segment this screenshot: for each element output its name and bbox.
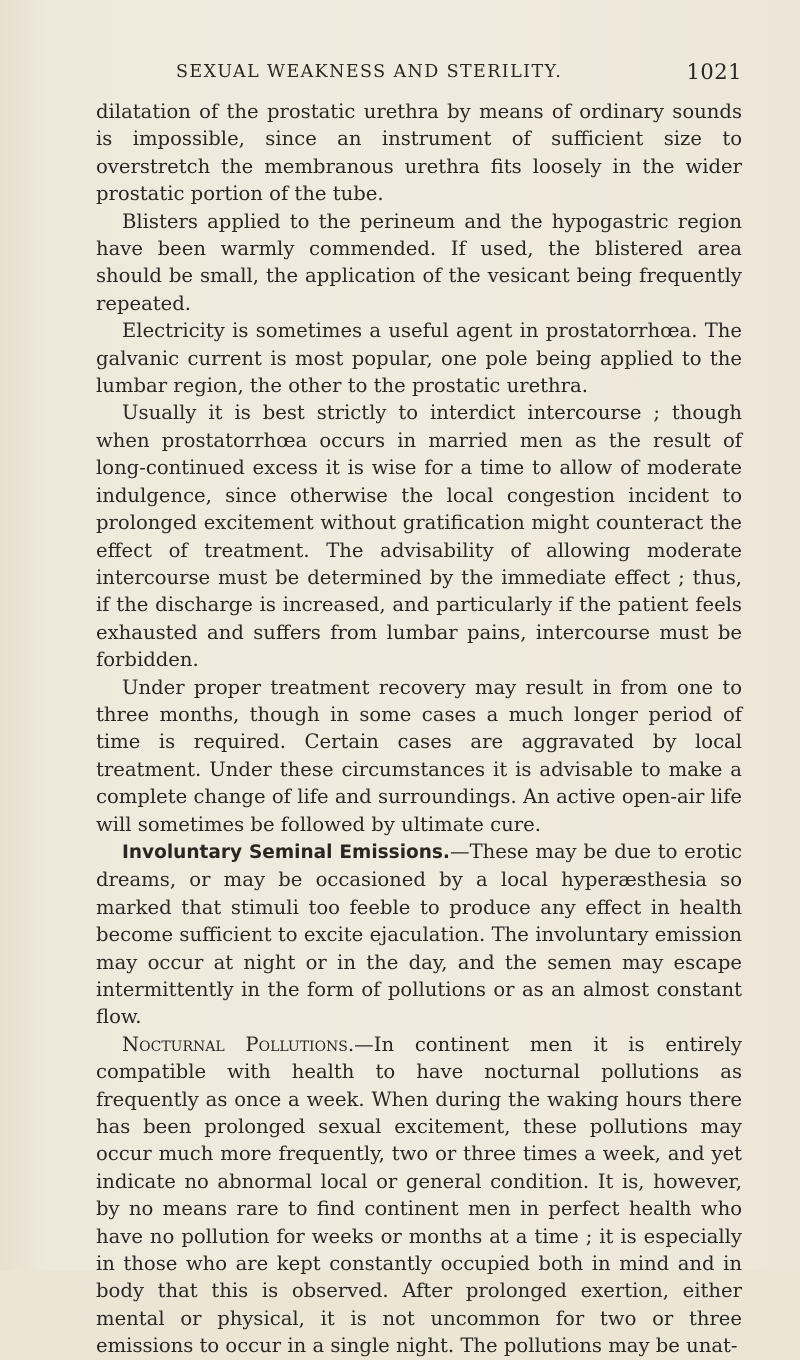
paragraph-recovery: Under proper treatment recovery may result in from one to three months, though in some cases a much longer period of time is required. Certain cases are aggravated by local treatment. Under these circumstances it is advisable to make a complete change of life and surroundings. An active open-air life will sometimes be followed by ultimate cure. xyxy=(96,675,742,836)
body-text xyxy=(96,98,742,1360)
paragraph-involuntary-emissions: Involuntary Seminal Emissions.—These may be due to erotic dreams, or may be occasioned by a local hyperæsthesia so marked that stimuli too feeble to produce any effect in health become sufficient to excite ejaculation. The involuntary emission may occur at night or in the day, and the semen may escape intermittently in the form of pollutions or as an almost constant flow. xyxy=(96,839,742,1029)
running-title: SEXUAL WEAKNESS AND STERILITY. xyxy=(176,62,563,82)
section-heading: Involuntary Seminal Emissions. xyxy=(122,841,450,863)
subsection-heading: Nocturnal Pollutions. xyxy=(122,1032,355,1056)
paragraph-electricity: Electricity is sometimes a useful agent in prostatorrhœa. The galvanic current is most popular, one pole being applied to the lumbar region, the other to the prostatic urethra. xyxy=(96,319,742,398)
paragraph-continued: dilatation of the prostatic urethra by means of ordinary sounds is impossible, since an instrument of sufficient size to overstretch the membranous urethra fits loosely in the wider prostatic portion of the tube. xyxy=(96,100,742,206)
page-number: 1021 xyxy=(686,60,742,84)
paragraph-nocturnal-pollutions: Nocturnal Pollutions.—In continent men it is entirely compatible with health to have nocturnal pollutions as frequently as once a week. When during the waking hours there has been prolonged sexual excitement, these pollutions may occur much more frequently, two or three times a week, and yet indicate no abnormal local or general condition. It is, however, by no means rare to find continent men in perfect health who have no pollution for weeks or months at a time ; it is especially in those who are kept constantly occupied both in mind and in body that this is observed. After prolonged exertion, either mental or physical, it is not uncommon for two or three emissions to occur in a single night. The pollutions may be unat- xyxy=(96,1032,742,1358)
paragraph-blisters: Blisters applied to the perineum and the hypogastric region have been warmly commended. If used, the blistered area should be small, the application of the vesicant being frequently repeated. xyxy=(96,209,742,315)
page-header xyxy=(96,62,742,90)
paragraph-intercourse: Usually it is best strictly to interdict intercourse ; though when prostatorrhœa occurs in married men as the result of long-continued excess it is wise for a time to allow of moderate indulgence, since otherwise the local congestion incident to prolonged excitement without gratification might counteract the effect of treatment. The advisability of allowing moderate intercourse must be determined by the immediate effect ; thus, if the discharge is increased, and particularly if the patient feels exhausted and suffers from lumbar pains, intercourse must be forbidden. xyxy=(96,401,742,672)
